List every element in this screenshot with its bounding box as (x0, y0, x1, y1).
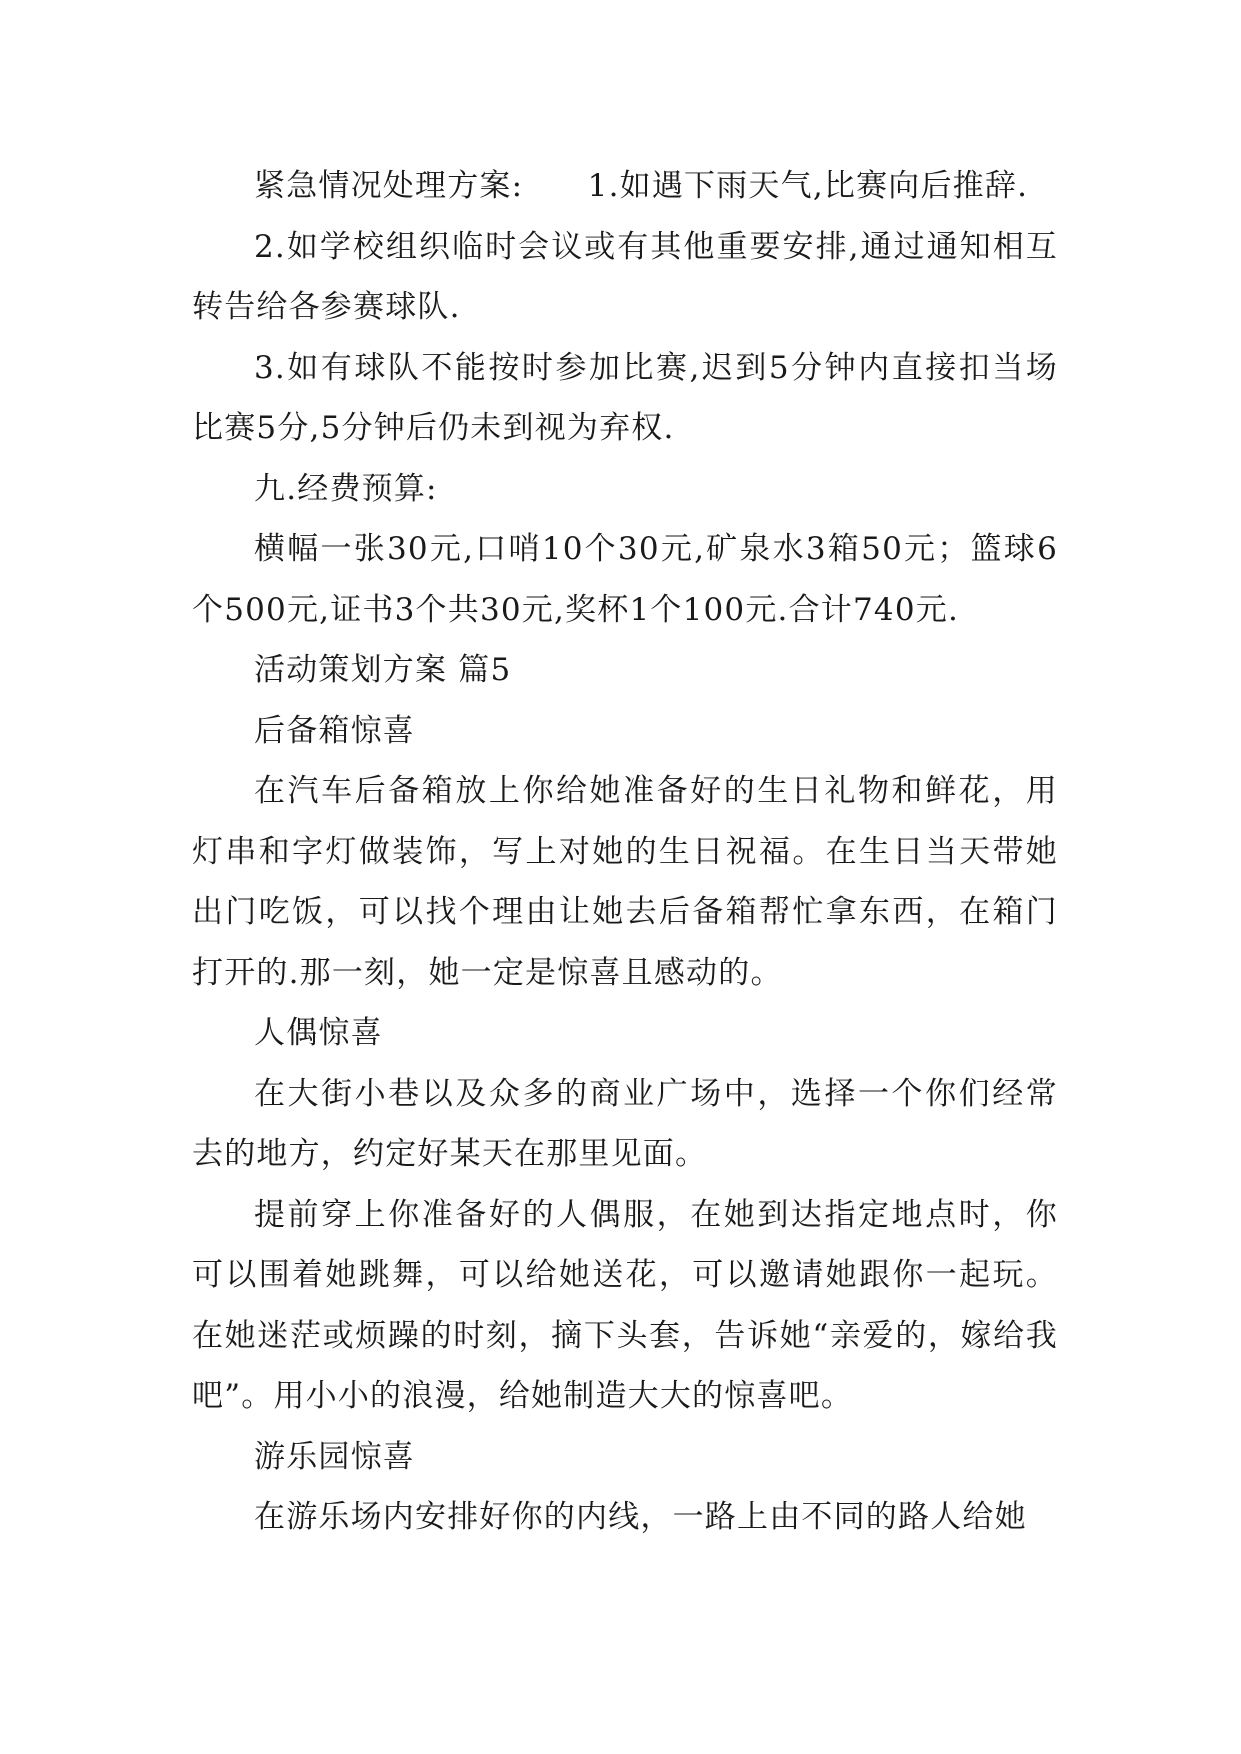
section-heading-plan-5: 活动策划方案 篇5 (254, 652, 512, 688)
paragraph-mascot-meeting: 在大街小巷以及众多的商业广场中，选择一个你们经常去的地方，约定好某天在那里见面。 (192, 1075, 1058, 1172)
paragraph-amusement-park: 在游乐场内安排好你的内线，一路上由不同的路人给她 (254, 1499, 1027, 1535)
subheading-mascot-surprise: 人偶惊喜 (254, 1015, 383, 1051)
document-body (192, 156, 1058, 1548)
subheading-amusement-park-surprise: 游乐园惊喜 (254, 1438, 415, 1475)
paragraph-trunk-surprise: 在汽车后备箱放上你给她准备好的生日礼物和鲜花，用灯串和字灯做装饰，写上对她的生日祝福。在生日当天带她出门吃饭，可以找个理由让她去后备箱帮忙拿东西，在箱门打开的.那一刻，她一定是惊喜且感动的。 (192, 773, 1058, 991)
paragraph-mascot-costume: 提前穿上你准备好的人偶服，在她到达指定地点时，你可以围着她跳舞，可以给她送花，可以邀请她跟你一起玩。在她迷茫或烦躁的时刻，摘下头套，告诉她“亲爱的，嫁给我吧”。用小小的浪漫，给她制造大大的惊喜吧。 (192, 1196, 1058, 1414)
paragraph-budget-details: 横幅一张30元,口哨10个30元,矿泉水3箱50元；篮球6个500元,证书3个共30元,奖杯1个100元.合计740元. (192, 531, 1058, 628)
paragraph-emergency-plan: 紧急情况处理方案: 1.如遇下雨天气,比赛向后推辞. (254, 168, 1029, 204)
paragraph-emergency-item-3: 3.如有球队不能按时参加比赛,迟到5分钟内直接扣当场比赛5分,5分钟后仍未到视为弃权. (192, 349, 1058, 446)
paragraph-emergency-item-2: 2.如学校组织临时会议或有其他重要安排,通过通知相互转告给各参赛球队. (192, 228, 1058, 325)
section-heading-budget: 九.经费预算: (254, 470, 438, 507)
subheading-trunk-surprise: 后备箱惊喜 (254, 712, 415, 749)
